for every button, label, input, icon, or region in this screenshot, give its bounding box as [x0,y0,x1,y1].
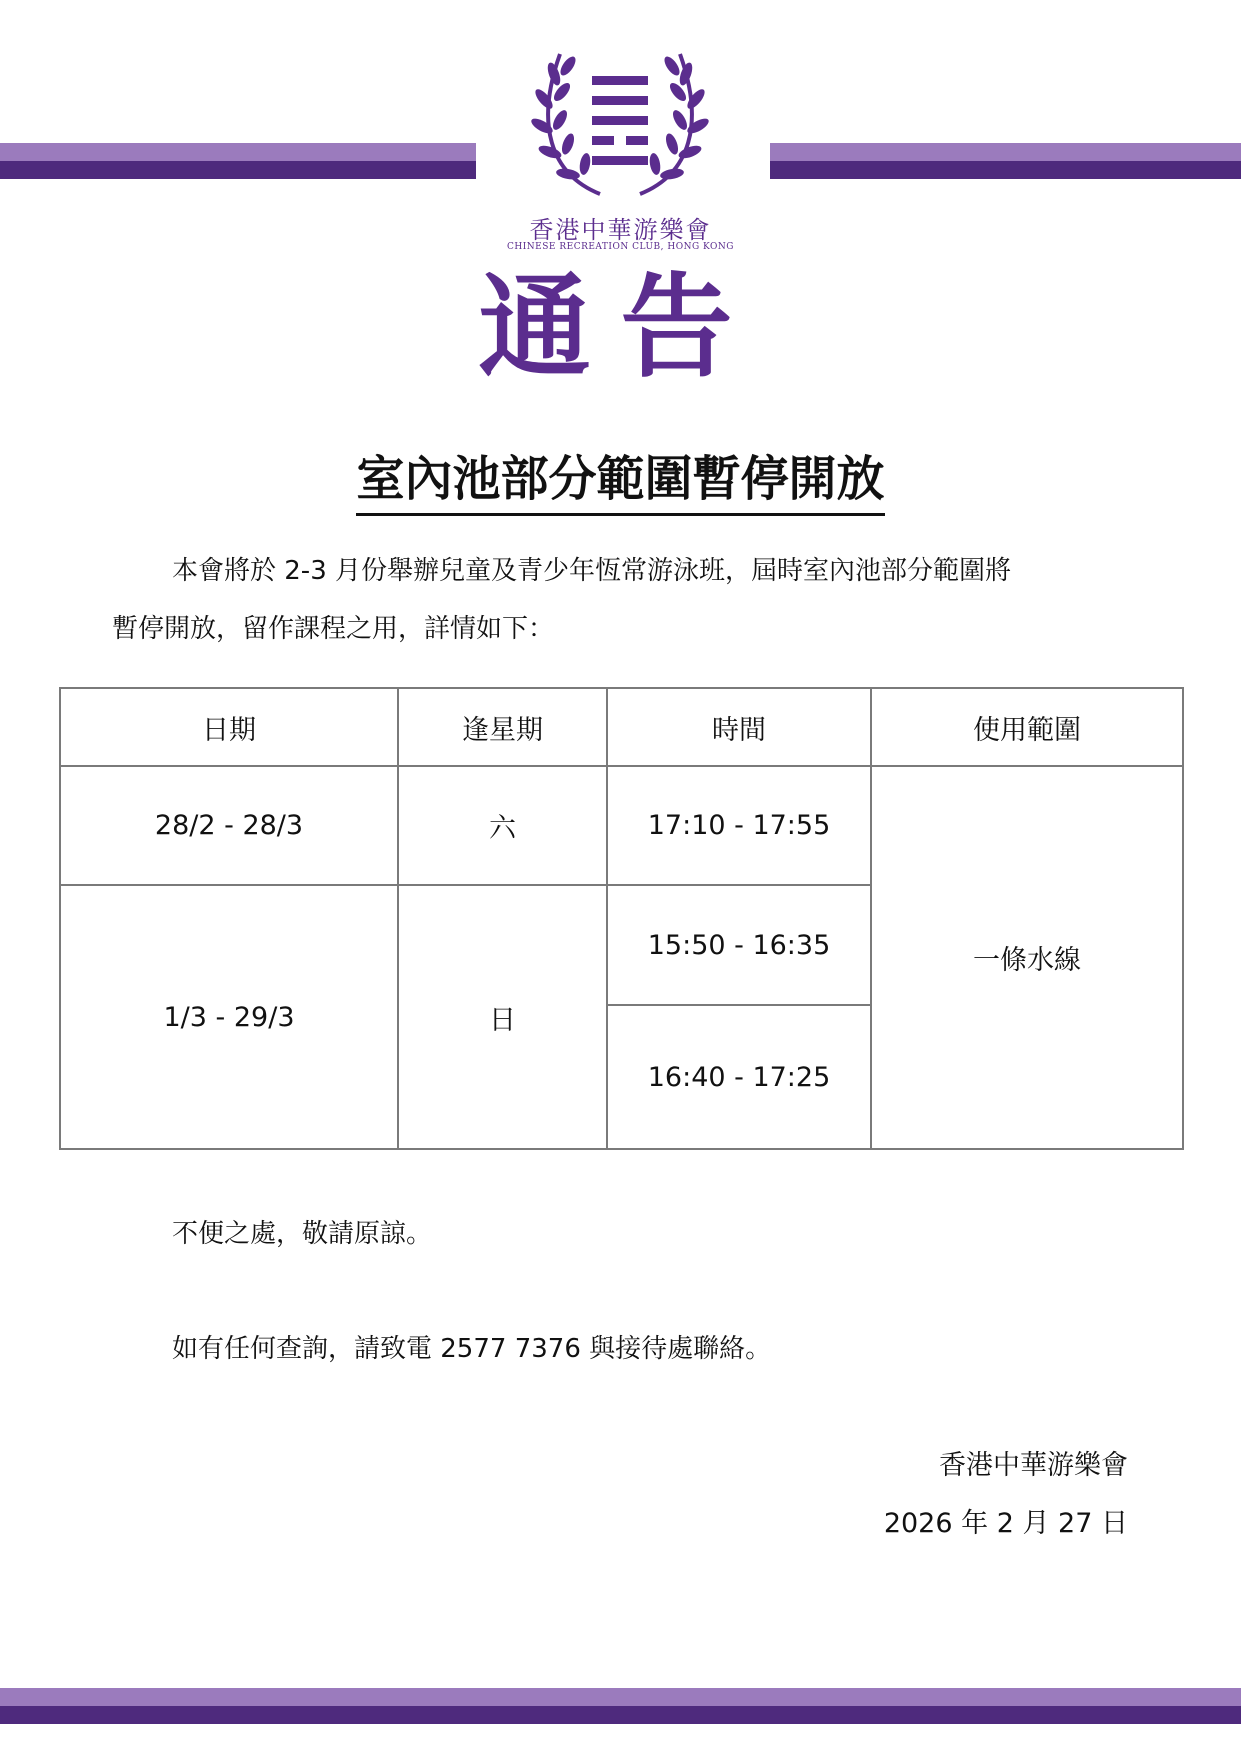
signature-date: 2026 年 2 月 27 日 [883,1508,1128,1539]
decorative-bar-top-right [770,143,1241,179]
intro-line-2: 暫停開放，留作課程之用，詳情如下： [112,614,555,644]
notice-subject [320,451,921,507]
intro-paragraph [112,542,1122,658]
decorative-bar-bottom [0,1688,1241,1724]
row-3-time: 16:40 - 17:25 [607,1005,871,1149]
header-time: 時間 [607,688,871,766]
apology-text: 不便之處，敬請原諒。 [172,1219,433,1249]
row-2-date: 1/3 - 29/3 [60,885,398,1149]
header-date: 日期 [60,688,398,766]
notice-title: 通告 [478,263,763,393]
row-1-weekday: 六 [398,766,607,885]
logo-org-name-en: CHINESE RECREATION CLUB, HONG KONG [507,242,734,252]
schedule-table [59,687,1184,1150]
enquiry-text: 如有任何查詢，請致電 2577 7376 與接待處聯絡。 [172,1334,772,1364]
signature-org: 香港中華游樂會 [939,1450,1128,1481]
header-usage-area: 使用範圍 [871,688,1183,766]
header-weekday: 逢星期 [398,688,607,766]
row-2-time: 15:50 - 16:35 [607,885,871,1005]
intro-line-1: 本會將於 2-3 月份舉辦兒童及青少年恆常游泳班，屆時室內池部分範圍將 [172,556,1011,586]
row-1-date: 28/2 - 28/3 [60,766,398,885]
laurel-wreath-trigram-icon [530,44,710,204]
usage-area-cell: 一條水線 [871,766,1183,1149]
logo-org-name-cn: 香港中華游樂會 [529,216,712,244]
notice-subject-text: 室內池部分範圍暫停開放 [356,451,884,516]
row-1-time: 17:10 - 17:55 [607,766,871,885]
row-2-weekday: 日 [398,885,607,1149]
decorative-bar-top-left [0,143,476,179]
